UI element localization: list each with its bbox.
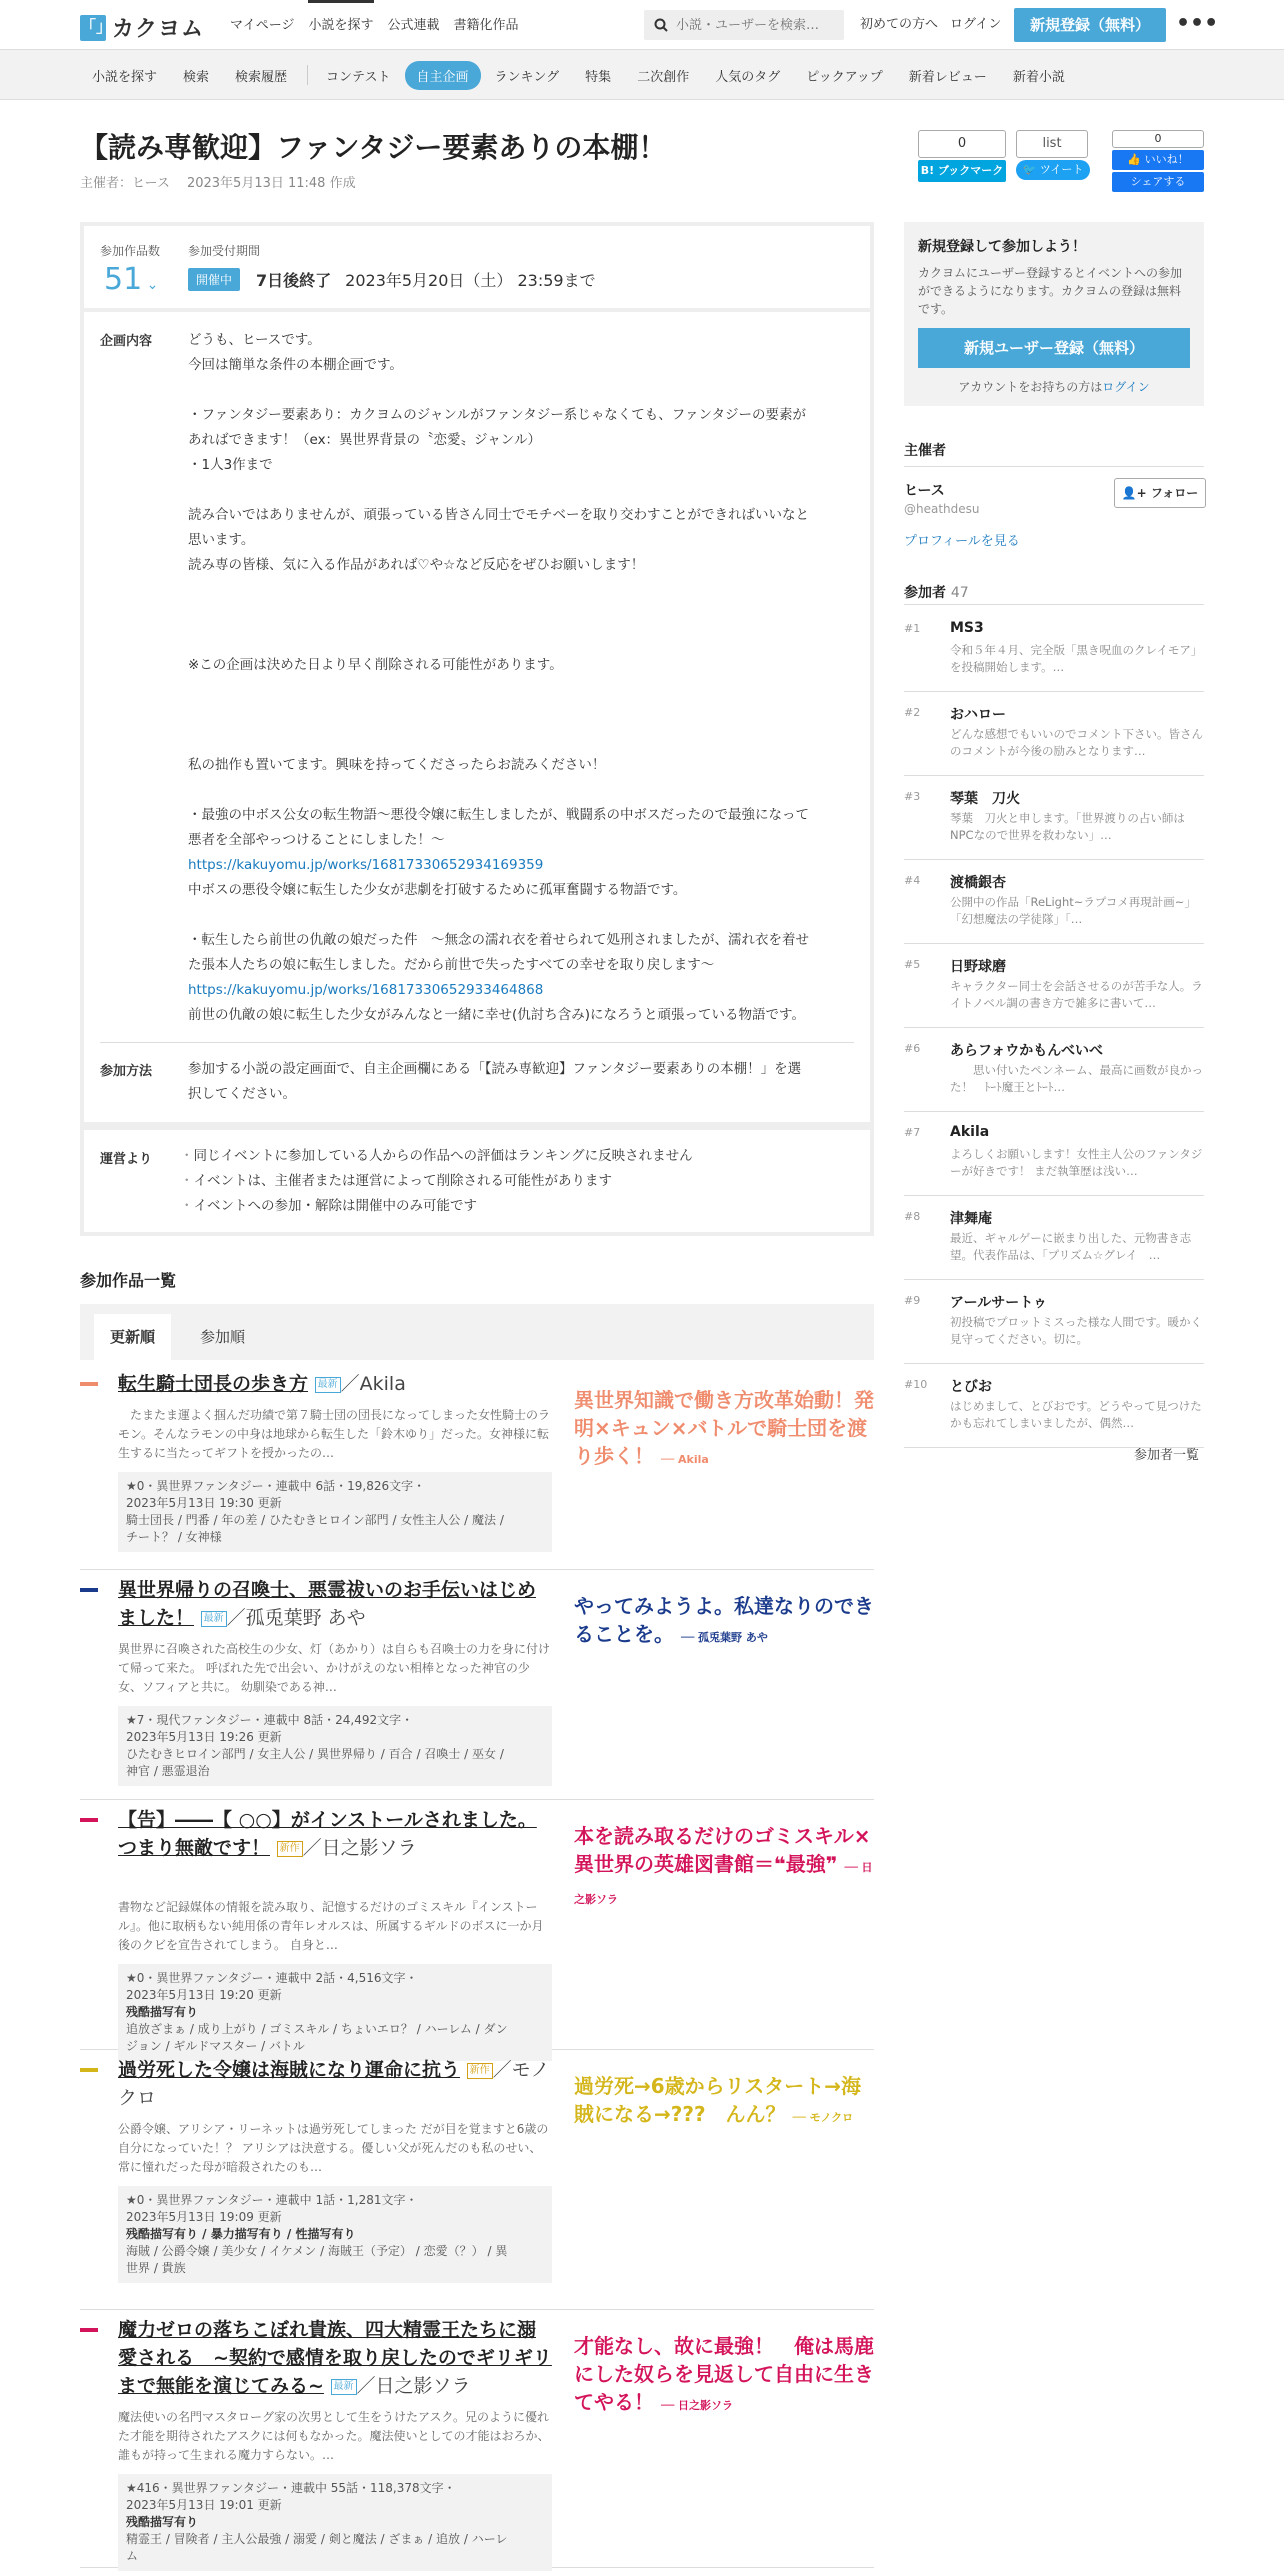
work-info-line: 精霊王 / 冒険者 / 主人公最強 / 溺愛 / 剣と魔法 / ざまぁ / 追放 / ハーレ bbox=[126, 2532, 508, 2546]
work-catchphrase bbox=[574, 2072, 874, 2132]
work-item bbox=[80, 2310, 874, 2568]
subnav-user-events[interactable]: 自主企画 bbox=[405, 61, 481, 90]
work-info-line: 2023年5月13日 19:20 更新 bbox=[126, 1988, 282, 2002]
participants-count: 47 bbox=[950, 585, 969, 601]
participant-rank: #3 bbox=[904, 790, 921, 803]
work-info-line: 2023年5月13日 19:01 更新 bbox=[126, 2498, 282, 2512]
participant-name[interactable]: あらフォウかもんべいべ bbox=[950, 1043, 1104, 1059]
tab-updated[interactable]: 更新順 bbox=[94, 1314, 171, 1360]
twitter-icon: 🐦 bbox=[1022, 163, 1040, 176]
work-title[interactable]: 【告】――【 ○○】がインストールされました。つまり無敵です！ bbox=[118, 1809, 537, 1859]
participant-rank: #2 bbox=[904, 706, 921, 719]
content-line bbox=[188, 478, 878, 503]
fb-like-label: いいね！ bbox=[1144, 153, 1189, 166]
participant-desc: よろしくお願いします！女性主人公のファンタジーが好きです！ まだ執筆歴は浅い… bbox=[950, 1147, 1203, 1178]
event-meta: 主催者：ヒース 2023年5月13日 11:48 作成 bbox=[80, 176, 356, 191]
subnav-search[interactable]: 検索 bbox=[183, 69, 210, 85]
participant-desc: 琴葉 刀火と申します。「世界渡りの占い師はNPCなので世界を救わない」… bbox=[950, 811, 1185, 842]
participant-name[interactable]: とびお bbox=[950, 1379, 992, 1395]
content-line: ※この企画は決めた日より早く削除される可能性があります。 bbox=[188, 657, 563, 673]
content-lines bbox=[188, 328, 878, 853]
subnav-history[interactable]: 検索履歴 bbox=[235, 69, 288, 85]
signup-text: カクヨムにユーザー登録するとイベントへの参加ができるようになります。カクヨムの登録は無料です。 bbox=[918, 266, 1183, 316]
work-info-line: 騎士団長 / 門番 / 年の差 / ひたむきヒロイン部門 / 女性主人公 / 魔法 / bbox=[126, 1513, 504, 1527]
search-box[interactable] bbox=[644, 10, 844, 40]
entries-count[interactable] bbox=[104, 262, 158, 297]
work-new-badge: 新作 bbox=[467, 2063, 493, 2079]
page-title: 【読み専歓迎】ファンタジー要素ありの本棚！ bbox=[80, 131, 667, 164]
content-line: あればできます！（ex：異世界背景の〝恋愛〟ジャンル） bbox=[188, 432, 541, 448]
content-lines-2 bbox=[188, 878, 878, 978]
participant-rank: #8 bbox=[904, 1210, 921, 1223]
content-last: 前世の仇敵の娘に転生した少女がみんなと一緒に幸せ(仇討ち含み)になろうと頑張っている物語です。 bbox=[188, 1007, 805, 1023]
tweet-label: ツイート bbox=[1039, 163, 1084, 176]
participant-item[interactable] bbox=[904, 776, 1204, 860]
participant-rank: #5 bbox=[904, 958, 921, 971]
work-color-bar bbox=[80, 2328, 98, 2332]
logo-text: カクヨム bbox=[112, 17, 205, 42]
catch-author: ── モノクロ bbox=[792, 2111, 854, 2124]
participant-desc: はじめまして、とびおです。どうやって見つけたかも忘れてしまいましたが、偶然… bbox=[950, 1399, 1202, 1430]
work-new-badge: 最新 bbox=[201, 1611, 227, 1627]
content-line: ・ファンタジー要素あり：カクヨムのジャンルがファンタジー系じゃなくても、ファンタジーの要素が bbox=[188, 407, 806, 423]
entries-number: 51 bbox=[104, 262, 143, 297]
work-info-line: チート？ / 女神様 bbox=[126, 1530, 222, 1544]
content-line bbox=[188, 378, 878, 403]
participant-item[interactable] bbox=[904, 1112, 1204, 1196]
hatena-bookmark-button[interactable]: B! ブックマーク bbox=[918, 160, 1006, 182]
period-row bbox=[188, 268, 596, 291]
participants-label: 参加者 bbox=[904, 585, 946, 601]
work-info-line: 2023年5月13日 19:09 更新 bbox=[126, 2210, 282, 2224]
thumbs-up-icon: 👍 bbox=[1127, 153, 1145, 166]
content-line: た張本人たちの娘に転生しました。だから前世で失ったすべての幸せを取り戻します～ bbox=[188, 957, 715, 973]
work-author[interactable]: ／日之影ソラ bbox=[356, 2375, 471, 2397]
work-catchphrase bbox=[574, 2332, 874, 2420]
signup-panel bbox=[904, 222, 1204, 406]
work-intro: 異世界に召喚された高校生の少女、灯（あかり）は自らも召喚士の力を身に付けて帰って来た。 呼ばれた先で出会い、かけがえのない相棒となった神官の少女、ソフィアと共に。 幼馴染である神… bbox=[118, 1642, 551, 1694]
notes-label: 運営より bbox=[100, 1152, 153, 1167]
participant-name[interactable]: 津舞庵 bbox=[950, 1211, 992, 1227]
participant-rank: #9 bbox=[904, 1294, 921, 1307]
sidebar-login-link[interactable]: ログイン bbox=[1102, 380, 1150, 394]
subnav-ranking[interactable]: ランキング bbox=[494, 69, 560, 85]
work-color-bar bbox=[80, 1818, 98, 1822]
nav-official[interactable]: 公式連載 bbox=[387, 18, 440, 33]
organizer-name[interactable]: ヒース bbox=[904, 483, 945, 499]
participant-rank: #7 bbox=[904, 1126, 921, 1139]
login-link[interactable]: ログイン bbox=[950, 17, 1002, 32]
participant-item[interactable] bbox=[904, 1280, 1204, 1364]
hatena-share[interactable] bbox=[918, 130, 1006, 182]
divider bbox=[100, 1042, 854, 1043]
work-info-line: 残酷描写有り / 暴力描写有り / 性描写有り bbox=[126, 2227, 356, 2241]
participant-rank: #1 bbox=[904, 622, 921, 635]
work-info-line: ★0・異世界ファンタジー・連載中 2話・4,516文字・ bbox=[126, 1971, 418, 1985]
work-title-line bbox=[118, 2316, 552, 2400]
divider bbox=[904, 466, 1204, 467]
work-item bbox=[80, 1800, 874, 2053]
work-catchphrase bbox=[574, 1386, 874, 1474]
participant-name[interactable]: 渡橋銀杏 bbox=[950, 875, 1006, 891]
catch-text: 才能なし、故に最強！ 俺は馬鹿にした奴らを見返して自由に生きてやる！ bbox=[574, 2334, 874, 2414]
participant-name[interactable]: おハロー bbox=[950, 707, 1006, 723]
work-info-line: 神官 / 悪霊退治 bbox=[126, 1764, 210, 1778]
more-menu-icon[interactable]: ••• bbox=[1176, 11, 1219, 36]
organizer-title: 主催者 bbox=[904, 443, 946, 459]
work-new-badge: 最新 bbox=[331, 2379, 357, 2395]
nav-mypage[interactable]: マイページ bbox=[230, 18, 295, 33]
work-info-line: ★416・異世界ファンタジー・連載中 55話・118,378文字・ bbox=[126, 2481, 456, 2495]
work-info-line: 残酷描写有り bbox=[126, 2005, 199, 2019]
catch-author: ── 日之影ソラ bbox=[660, 2399, 734, 2412]
work-info-line: 残酷描写有り bbox=[126, 2515, 199, 2529]
site-logo[interactable] bbox=[80, 12, 204, 43]
event-details bbox=[80, 312, 874, 1126]
work-intro: たまたま運よく掴んだ功績で第７騎士団の団長になってしまった女性騎士のラモン。そんなラモンの中身は地球から転生した「鈴木ゆり」だった。女神様に転生するに当たってギフトを授かったの… bbox=[118, 1408, 551, 1460]
nav-find-novels[interactable]: 小説を探す bbox=[308, 0, 373, 50]
content-line: 中ボスの悪役令嬢に転生した少女が悲劇を打破するために孤軍奮闘する物語です。 bbox=[188, 882, 687, 898]
signup-title: 新規登録して参加しよう！ bbox=[918, 239, 1086, 255]
work-info bbox=[118, 1706, 552, 1786]
content-line bbox=[188, 703, 878, 728]
catch-text: やってみようよ。私達なりのできることを。 bbox=[574, 1594, 874, 1646]
work-link-1[interactable]: https://kakuyomu.jp/works/16817330652934169359 bbox=[188, 857, 544, 873]
operator-notes bbox=[80, 1126, 874, 1236]
work-info bbox=[118, 1472, 552, 1552]
participant-item[interactable] bbox=[904, 692, 1204, 776]
participant-rank: #10 bbox=[904, 1378, 928, 1391]
participant-item[interactable] bbox=[904, 1196, 1204, 1280]
content-line: 私の拙作も置いてます。興味を持ってくださったらお読みください！ bbox=[188, 757, 606, 773]
work-title-line bbox=[118, 1576, 552, 1632]
content-line: 思います。 bbox=[188, 532, 255, 548]
remaining-days: 7日後終了 bbox=[256, 271, 332, 290]
work-info-line: ★0・異世界ファンタジー・連載中 6話・19,826文字・ bbox=[126, 1479, 426, 1493]
subnav-fanfic[interactable]: 二次創作 bbox=[637, 69, 690, 85]
work-title-line bbox=[118, 2056, 552, 2112]
fb-like-button[interactable] bbox=[1112, 150, 1204, 170]
event-summary bbox=[80, 222, 874, 312]
work-catchphrase bbox=[574, 1822, 874, 1914]
period-label: 参加受付期間 bbox=[188, 244, 261, 258]
subnav-contest[interactable]: コンテスト bbox=[326, 69, 391, 85]
content-line bbox=[188, 728, 878, 753]
participant-name[interactable]: アールサートゥ bbox=[950, 1295, 1047, 1311]
tab-joined[interactable]: 参加順 bbox=[200, 1328, 246, 1346]
logo-mark: 「」 bbox=[80, 15, 106, 41]
work-intro: 魔法使いの名門マスタローグ家の次男として生をうけたアスク。兄のように優れた才能を期待されたアスクには何もなかった。魔法使いとしての才能はおろか、誰もが持って生まれる魔力すらない。… bbox=[118, 2410, 550, 2462]
work-item bbox=[80, 2050, 874, 2310]
participant-desc: どんな感想でもいいのでコメント下さい。皆さんのコメントが今後の励みとなります… bbox=[950, 727, 1203, 758]
work-info-line: ★0・異世界ファンタジー・連載中 1話・1,281文字・ bbox=[126, 2193, 418, 2207]
work-color-bar bbox=[80, 1588, 98, 1592]
catch-author: ── Akila bbox=[660, 1453, 709, 1466]
content-line: 読み合いではありませんが、頑張っている皆さん同士でモチベーを取り交わすことができればいいなと bbox=[188, 507, 809, 523]
chevron-down-icon: ⌄ bbox=[142, 277, 159, 293]
signup-button[interactable]: 新規ユーザー登録（無料） bbox=[918, 328, 1190, 368]
search-input[interactable] bbox=[676, 18, 836, 33]
participant-desc: 公開中の作品「ReLight~ラプコメ再現計画~」「幻想魔法の学徒隊」「… bbox=[950, 895, 1196, 926]
participant-desc: キャラクター同士を会話させるのが苦手な人。ライトノベル調の書き方で雑多に書いて… bbox=[950, 979, 1203, 1010]
content-line bbox=[188, 778, 878, 803]
tweet-button[interactable] bbox=[1016, 160, 1090, 180]
content-line: 悪者を全部やっつけることにしました！～ bbox=[188, 832, 445, 848]
work-new-badge: 最新 bbox=[315, 1377, 341, 1393]
content-line bbox=[188, 603, 878, 628]
work-info bbox=[118, 2186, 552, 2283]
works-section-title: 参加作品一覧 bbox=[80, 1271, 177, 1290]
status-badge: 開催中 bbox=[188, 268, 240, 291]
subnav-reviews[interactable]: 新着レビュー bbox=[908, 69, 987, 85]
method-label: 参加方法 bbox=[100, 1064, 153, 1079]
work-intro: 公爵令嬢、アリシア・リーネットは過労死してしまった だが目を覚ますと6歳の自分になっていた！？ アリシアは決意する。優しい父が死んだのも私のせい、常に憧れだった母が暗殺されたのも… bbox=[118, 2122, 549, 2174]
note-item: ・ 同じイベントに参加している人からの作品への評価はランキングに反映されません bbox=[180, 1144, 870, 1169]
work-title[interactable]: 異世界帰りの召喚士、悪霊祓いのお手伝いはじめました！ bbox=[118, 1579, 537, 1629]
participant-item[interactable] bbox=[904, 1028, 1204, 1112]
divider bbox=[904, 604, 1204, 605]
sub-navigation bbox=[0, 50, 1284, 100]
participant-name[interactable]: 日野球磨 bbox=[950, 959, 1006, 975]
participant-item[interactable] bbox=[904, 1364, 1204, 1448]
catch-text: 本を読み取るだけのゴミスキル×異世界の英雄図書館＝❝最強❞ bbox=[574, 1824, 871, 1876]
work-info-line: ひたむきヒロイン部門 / 女主人公 / 異世界帰り / 百合 / 召喚士 / 巫女 / bbox=[126, 1747, 504, 1761]
participant-rank: #6 bbox=[904, 1042, 921, 1055]
work-info-line: ジョン / ギルドマスター / バトル bbox=[126, 2039, 305, 2053]
work-title-line bbox=[118, 1370, 552, 1398]
work-info-line: 2023年5月13日 19:30 更新 bbox=[126, 1496, 282, 1510]
work-info-line: ム bbox=[126, 2549, 139, 2563]
deadline: 2023年5月20日（土） 23:59まで bbox=[345, 271, 596, 290]
work-info-line: ★7・現代ファンタジー・連載中 8話・24,492文字・ bbox=[126, 1713, 414, 1727]
participant-rank: #4 bbox=[904, 874, 921, 887]
follow-button[interactable] bbox=[1114, 478, 1206, 508]
work-author[interactable]: ／モノクロ bbox=[118, 2059, 550, 2109]
note-item: ・ イベントは、主催者または運営によって削除される可能性があります bbox=[180, 1169, 870, 1194]
work-title[interactable]: 過労死した令嬢は海賊になり運命に抗う bbox=[118, 2059, 461, 2081]
all-participants-link[interactable]: 参加者一覧 bbox=[1134, 1448, 1200, 1463]
content-line bbox=[188, 678, 878, 703]
work-item bbox=[80, 1570, 874, 1800]
first-time-link[interactable]: 初めての方へ bbox=[860, 17, 939, 32]
work-catchphrase bbox=[574, 1592, 874, 1652]
work-info-line: 世界 / 貴族 bbox=[126, 2261, 186, 2275]
work-title[interactable]: 転生騎士団長の歩き方 bbox=[118, 1373, 309, 1395]
hatena-count: 0 bbox=[918, 130, 1006, 158]
catch-author: ── 日之影ソラ bbox=[574, 1861, 873, 1906]
method-body bbox=[188, 1057, 878, 1107]
work-author[interactable]: ／日之影ソラ bbox=[302, 1837, 417, 1859]
content-line: 読み専の皆様、気に入る作品があれば♡や☆など反応をぜひお願いします！ bbox=[188, 557, 645, 573]
method-line: 参加する小説の設定画面で、自主企画欄にある「【読み専歓迎】ファンタジー要素ありの本棚！」を選 bbox=[188, 1061, 802, 1077]
participants-title bbox=[904, 582, 969, 602]
subnav-new-novels[interactable]: 新着小説 bbox=[1012, 69, 1065, 85]
content-label: 企画内容 bbox=[100, 334, 153, 349]
work-color-bar bbox=[80, 2068, 98, 2072]
participant-name[interactable]: Akila bbox=[950, 1124, 990, 1140]
participant-item[interactable] bbox=[904, 944, 1204, 1028]
catch-text: 過労死→6歳からリスタート→海賊になる→??? んん？ bbox=[574, 2074, 862, 2126]
subnav-tags[interactable]: 人気のタグ bbox=[715, 69, 781, 85]
note-item: ・ イベントへの参加・解除は開催中のみ可能です bbox=[180, 1194, 870, 1219]
works-tabs bbox=[80, 1304, 874, 1360]
work-author[interactable]: ／Akila bbox=[340, 1373, 406, 1395]
content-line bbox=[188, 578, 878, 603]
follow-label: フォロー bbox=[1150, 486, 1199, 500]
content-line: 今回は簡単な条件の本棚企画です。 bbox=[188, 357, 403, 373]
nav-books[interactable]: 書籍化作品 bbox=[453, 18, 519, 33]
notes-list bbox=[180, 1144, 870, 1219]
list-count: list bbox=[1016, 130, 1088, 158]
profile-link[interactable]: プロフィールを見る bbox=[904, 534, 1020, 549]
header-nav bbox=[230, 0, 533, 50]
work-title[interactable]: 魔力ゼロの落ちこぼれ貴族、四大精霊王たちに溺愛される ~契約で感情を取り戻したのでギリギリまで無能を演じてみる~ bbox=[118, 2319, 552, 2397]
fb-share-button[interactable]: シェアする bbox=[1112, 172, 1204, 192]
participant-name[interactable]: 琴葉 刀火 bbox=[950, 791, 1020, 807]
divider bbox=[84, 1126, 870, 1130]
work-info bbox=[118, 1964, 552, 2061]
participant-desc: 最近、ギャルゲーに嵌まり出した、元物書き志望。代表作品は、「プリズム☆グレイ … bbox=[950, 1231, 1192, 1262]
content-line: ・1人3作まで bbox=[188, 457, 273, 473]
work-author[interactable]: ／孤兎葉野 あや bbox=[226, 1607, 366, 1629]
work-info-line: 追放ざまぁ / 成り上がり / ゴミスキル / ちょいエロ？ / ハーレム / ダン bbox=[126, 2022, 508, 2036]
content-line: ・最強の中ボス公女の転生物語～悪役令嬢に転生しましたが、戦闘系の中ボスだったので最強になって bbox=[188, 807, 809, 823]
facebook-share[interactable] bbox=[1112, 130, 1204, 192]
search-icon bbox=[654, 18, 668, 32]
catch-text: 異世界知識で働き方改革始動！発明×キュン×バトルで騎士団を渡り歩く！ bbox=[574, 1388, 874, 1468]
twitter-share[interactable] bbox=[1016, 130, 1090, 180]
signup-login-line bbox=[918, 378, 1190, 395]
subnav-find[interactable]: 小説を探す bbox=[92, 69, 158, 85]
participant-desc: 令和５年４月、完全版「黒き呪血のクレイモア」を投稿開始します。… bbox=[950, 643, 1203, 674]
catch-author: ── 孤兎葉野 あや bbox=[680, 1631, 768, 1644]
content-body bbox=[188, 328, 878, 1028]
person-plus-icon: 👤+ bbox=[1121, 486, 1151, 500]
entries-label: 参加作品数 bbox=[100, 244, 161, 258]
work-new-badge: 新作 bbox=[277, 1841, 303, 1857]
participant-desc: 思い付いたペンネーム、最高に画数が良かった！ ﾄｰﾄ魔王とﾄｰﾄ… bbox=[950, 1063, 1203, 1094]
subnav-divider bbox=[307, 65, 308, 85]
content-line: ・転生したら前世の仇敵の娘だった件 ～無念の濡れ衣を着せられて処刑されましたが、濡れ衣を着せ bbox=[188, 932, 809, 948]
work-title-line bbox=[118, 1806, 552, 1862]
subnav-features[interactable]: 特集 bbox=[585, 69, 612, 85]
site-header bbox=[0, 0, 1284, 50]
content-line bbox=[188, 903, 878, 928]
organizer-id: @heathdesu bbox=[904, 502, 980, 516]
participant-item[interactable] bbox=[904, 608, 1204, 692]
work-info-line: 2023年5月13日 19:26 更新 bbox=[126, 1730, 282, 1744]
register-button[interactable]: 新規登録（無料） bbox=[1014, 8, 1166, 42]
work-info-line: 海賊 / 公爵令嬢 / 美少女 / イケメン / 海賊王（予定） / 恋愛（？） / 異 bbox=[126, 2244, 508, 2258]
fb-count: 0 bbox=[1112, 130, 1204, 148]
method-line: 択してください。 bbox=[188, 1086, 296, 1102]
work-item bbox=[80, 1364, 874, 1570]
login-prefix: アカウントをお持ちの方は bbox=[958, 380, 1103, 394]
subnav-pickup[interactable]: ピックアップ bbox=[806, 69, 883, 85]
participant-desc: 初投稿でプロットミスった様な人間です。暖かく見守ってください。切に。 bbox=[950, 1315, 1202, 1346]
work-info bbox=[118, 2474, 552, 2571]
work-link-2[interactable]: https://kakuyomu.jp/works/16817330652933464868 bbox=[188, 982, 544, 998]
work-intro: 書物など記録媒体の情報を読み取り、記憶するだけのゴミスキル『インストール』。他に取柄もない純用係の青年レオルスは、所属するギルドのボスに一か月後のクビを宣告されてしまう。 自身と… bbox=[118, 1900, 544, 1952]
work-color-bar bbox=[80, 1382, 98, 1386]
content-line: どうも、ヒースです。 bbox=[188, 332, 321, 348]
participant-item[interactable] bbox=[904, 860, 1204, 944]
participant-name[interactable]: MS3 bbox=[950, 620, 984, 636]
content-line bbox=[188, 628, 878, 653]
